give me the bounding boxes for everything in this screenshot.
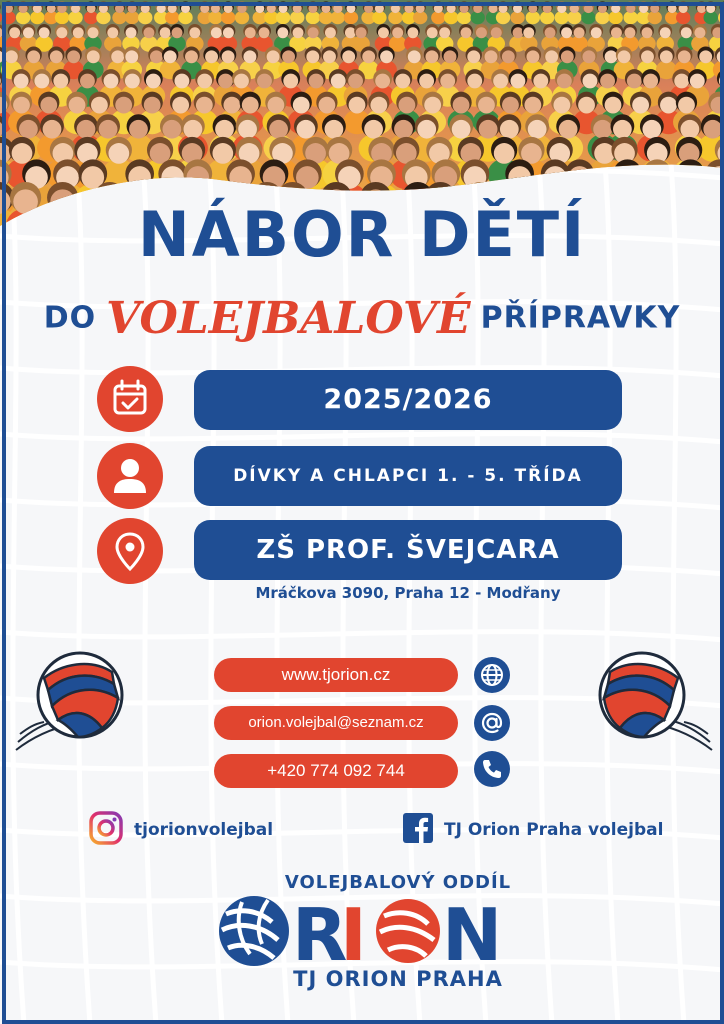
facebook-icon[interactable]: [403, 813, 433, 843]
title-subline: [0, 288, 724, 349]
at-sign-icon: [474, 705, 510, 741]
instagram-icon[interactable]: [88, 810, 124, 846]
calendar-check-icon: [97, 366, 163, 432]
club-subtitle: VOLEJBALOVÝ ODDÍL: [284, 872, 512, 893]
email-link[interactable]: orion.volejbal@seznam.cz: [214, 706, 458, 740]
volleyball-right-icon: [594, 650, 714, 760]
website-link[interactable]: www.tjorion.cz: [214, 658, 458, 692]
audience-pill: DÍVKY A CHLAPCI 1. - 5. TŘÍDA: [194, 446, 622, 506]
phone-link[interactable]: +420 774 092 744: [214, 754, 458, 788]
volleyball-left-icon: [14, 650, 129, 760]
map-pin-icon: [97, 518, 163, 584]
title-do: DO: [43, 300, 97, 336]
orion-club-logo: [212, 894, 512, 968]
logo-letter-r: R: [292, 894, 348, 968]
season-pill: 2025/2026: [194, 370, 622, 430]
club-name: TJ ORION PRAHA: [293, 967, 503, 991]
facebook-page-name[interactable]: TJ Orion Praha volejbal: [444, 820, 664, 840]
person-icon: [97, 443, 163, 509]
logo-letter-i: I: [340, 894, 367, 968]
logo-letter-n: N: [442, 894, 503, 968]
instagram-handle[interactable]: tjorionvolejbal: [134, 820, 274, 840]
title-recruitment: NÁBOR DĚTÍ: [137, 198, 587, 271]
globe-icon: [474, 657, 510, 693]
school-pill: ZŠ PROF. ŠVEJCARA: [194, 520, 622, 580]
phone-icon: [474, 751, 510, 787]
title-volleyball: VOLEJBALOVÉ: [106, 292, 471, 344]
school-address: Mráčkova 3090, Praha 12 - Modřany: [255, 584, 561, 602]
title-preparatory: PŘÍPRAVKY: [480, 300, 681, 336]
